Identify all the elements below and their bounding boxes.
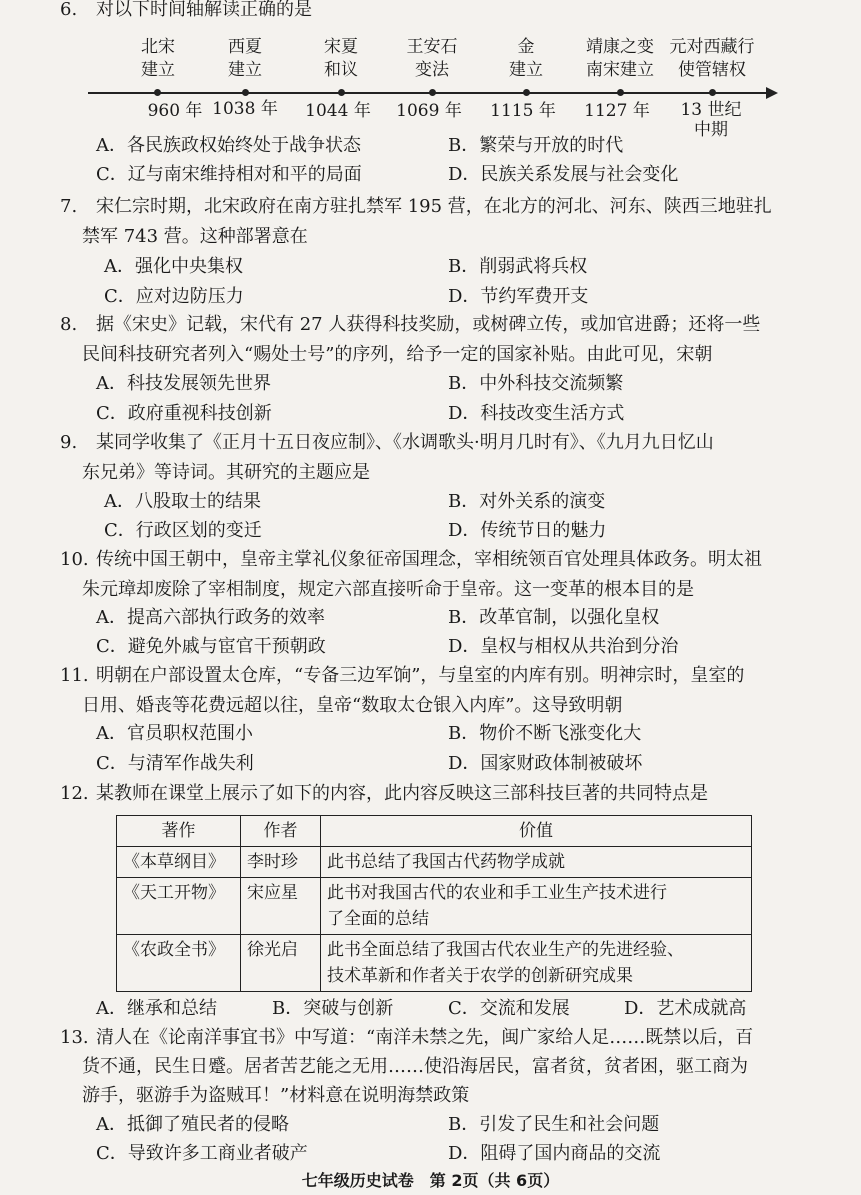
option-d[interactable]: D．国家财政体制被破坏 — [448, 753, 643, 774]
question-stem: 东兄弟》等诗词。其研究的主题应是 — [82, 462, 370, 483]
question-number: 8. — [60, 314, 78, 335]
table-cell-author: 宋应星 — [241, 878, 321, 935]
table-cell-author: 李时珍 — [241, 847, 321, 878]
option-b[interactable]: B．物价不断飞涨变化大 — [448, 723, 642, 744]
option-d[interactable]: D．艺术成就高 — [624, 998, 747, 1019]
option-b[interactable]: B．引发了民生和社会问题 — [448, 1114, 660, 1135]
table-cell-work: 《天工开物》 — [117, 878, 241, 935]
question-stem: 传统中国王朝中，皇帝主掌礼仪象征帝国理念，宰相统领百官处理具体政务。明太祖 — [96, 549, 762, 570]
option-b[interactable]: B．突破与创新 — [272, 998, 394, 1019]
option-a[interactable]: A．继承和总结 — [96, 998, 217, 1019]
works-table — [116, 815, 752, 992]
option-c[interactable]: C．辽与南宋维持相对和平的局面 — [96, 164, 362, 185]
table-cell-value: 此书全面总结了我国古代农业生产的先进经验、 技术革新和作者关于农学的创新研究成果 — [321, 935, 752, 992]
timeline-year: 1127 年 — [584, 101, 650, 121]
timeline-year: 1115 年 — [490, 101, 556, 121]
timeline-dot — [617, 89, 624, 96]
table-cell-work: 《农政全书》 — [117, 935, 241, 992]
question-number: 9. — [60, 432, 78, 453]
option-b[interactable]: B．繁荣与开放的时代 — [448, 135, 624, 156]
option-b[interactable]: B．对外关系的演变 — [448, 491, 606, 512]
option-d[interactable]: D．传统节日的魅力 — [448, 520, 607, 541]
timeline-dot — [242, 89, 249, 96]
option-d[interactable]: D．民族关系发展与社会变化 — [448, 164, 679, 185]
timeline-event-label: 元对西藏行 使管辖权 — [669, 37, 755, 80]
table-header-row — [117, 816, 752, 847]
timeline-dot — [523, 89, 530, 96]
question-stem: 日用、婚丧等花费远超以往，皇帝“数取太仓银入内库”。这导致明朝 — [82, 695, 623, 716]
timeline-event-label: 宋夏 和议 — [324, 37, 358, 80]
timeline-axis — [88, 92, 768, 94]
timeline-event-label: 金 建立 — [509, 37, 543, 80]
option-c[interactable]: C．应对边防压力 — [104, 286, 244, 307]
question-stem: 宋仁宗时期，北宋政府在南方驻扎禁军 195 营，在北方的河北、河东、陕西三地驻扎 — [96, 196, 772, 217]
option-a[interactable]: A．官员职权范围小 — [96, 723, 253, 744]
option-a[interactable]: A．科技发展领先世界 — [96, 373, 271, 394]
question-stem: 据《宋史》记载，宋代有 27 人获得科技奖励，或树碑立传，或加官进爵；还将一些 — [96, 314, 761, 335]
question-number: 11. — [60, 665, 89, 686]
option-d[interactable]: D．阻碍了国内商品的交流 — [448, 1143, 661, 1164]
table-row — [117, 935, 752, 992]
page-footer: 七年级历史试卷 第 2页（共 6页） — [301, 1171, 560, 1190]
option-a[interactable]: A．提高六部执行政务的效率 — [96, 607, 325, 628]
option-c[interactable]: C．与清军作战失利 — [96, 753, 254, 774]
question-stem: 某同学收集了《正月十五日夜应制》、《水调歌头·明月几时有》、《九月九日忆山 — [96, 432, 714, 453]
question-stem: 明朝在户部设置太仓库，“专备三边军饷”，与皇室的内库有别。明神宗时，皇室的 — [96, 665, 745, 686]
question-stem: 游手，驱游手为盗贼耳！”材料意在说明海禁政策 — [82, 1085, 470, 1106]
timeline-dot — [154, 89, 161, 96]
question-number: 10. — [60, 549, 89, 570]
option-a[interactable]: A．八股取士的结果 — [104, 491, 261, 512]
question-stem: 货不通，民生日蹙。居者苦艺能之无用……使沿海居民，富者贫，贫者困，驱工商为 — [82, 1056, 748, 1077]
table-header: 著作 — [117, 816, 241, 847]
question-stem: 民间科技研究者列入“赐处士号”的序列，给予一定的国家补贴。由此可见，宋朝 — [82, 344, 713, 365]
question-stem: 对以下时间轴解读正确的是 — [96, 0, 312, 20]
timeline-event-label: 北宋 建立 — [141, 37, 175, 80]
timeline-year: 13 世纪 中期 — [680, 100, 742, 140]
table-cell-work: 《本草纲目》 — [117, 847, 241, 878]
timeline-dot — [429, 89, 436, 96]
option-d[interactable]: D．节约军费开支 — [448, 286, 589, 307]
timeline-dot — [709, 89, 716, 96]
timeline-event-label: 王安石 变法 — [406, 37, 458, 80]
option-a[interactable]: A．强化中央集权 — [104, 256, 243, 277]
timeline-event-label: 西夏 建立 — [228, 37, 262, 80]
table-row — [117, 847, 752, 878]
option-d[interactable]: D．皇权与相权从共治到分治 — [448, 636, 679, 657]
option-c[interactable]: C．避免外戚与宦官干预朝政 — [96, 636, 326, 657]
table-header: 价值 — [321, 816, 752, 847]
timeline-year: 960 年 — [147, 101, 203, 121]
option-a[interactable]: A．抵御了殖民者的侵略 — [96, 1114, 289, 1135]
option-d[interactable]: D．科技改变生活方式 — [448, 403, 625, 424]
option-c[interactable]: C．行政区划的变迁 — [104, 520, 262, 541]
question-stem: 某教师在课堂上展示了如下的内容，此内容反映这三部科技巨著的共同特点是 — [96, 783, 708, 804]
question-stem: 清人在《论南洋事宜书》中写道：“南洋未禁之先，闽广家给人足……既禁以后，百 — [96, 1027, 754, 1048]
timeline-year: 1038 年 — [212, 99, 278, 119]
option-c[interactable]: C．交流和发展 — [448, 998, 570, 1019]
timeline-year: 1044 年 — [305, 101, 371, 121]
timeline-arrow-icon — [766, 87, 778, 99]
option-c[interactable]: C．导致许多工商业者破产 — [96, 1143, 308, 1164]
option-b[interactable]: B．中外科技交流频繁 — [448, 373, 624, 394]
question-number: 6. — [60, 0, 78, 20]
timeline-event-label: 靖康之变 南宋建立 — [586, 37, 654, 80]
table-cell-value: 此书总结了我国古代药物学成就 — [321, 847, 752, 878]
timeline-dot — [338, 89, 345, 96]
table-cell-value: 此书对我国古代的农业和手工业生产技术进行 了全面的总结 — [321, 878, 752, 935]
table-cell-author: 徐光启 — [241, 935, 321, 992]
question-number: 13. — [60, 1027, 89, 1048]
table-header: 作者 — [241, 816, 321, 847]
option-b[interactable]: B．削弱武将兵权 — [448, 256, 588, 277]
question-stem: 朱元璋却废除了宰相制度，规定六部直接听命于皇帝。这一变革的根本目的是 — [82, 579, 694, 600]
question-number: 7. — [60, 196, 78, 217]
option-c[interactable]: C．政府重视科技创新 — [96, 403, 272, 424]
table-row — [117, 878, 752, 935]
timeline-year: 1069 年 — [396, 101, 462, 121]
question-stem: 禁军 743 营。这种部署意在 — [82, 226, 308, 247]
question-number: 12. — [60, 783, 89, 804]
option-a[interactable]: A．各民族政权始终处于战争状态 — [96, 135, 361, 156]
option-b[interactable]: B．改革官制，以强化皇权 — [448, 607, 660, 628]
